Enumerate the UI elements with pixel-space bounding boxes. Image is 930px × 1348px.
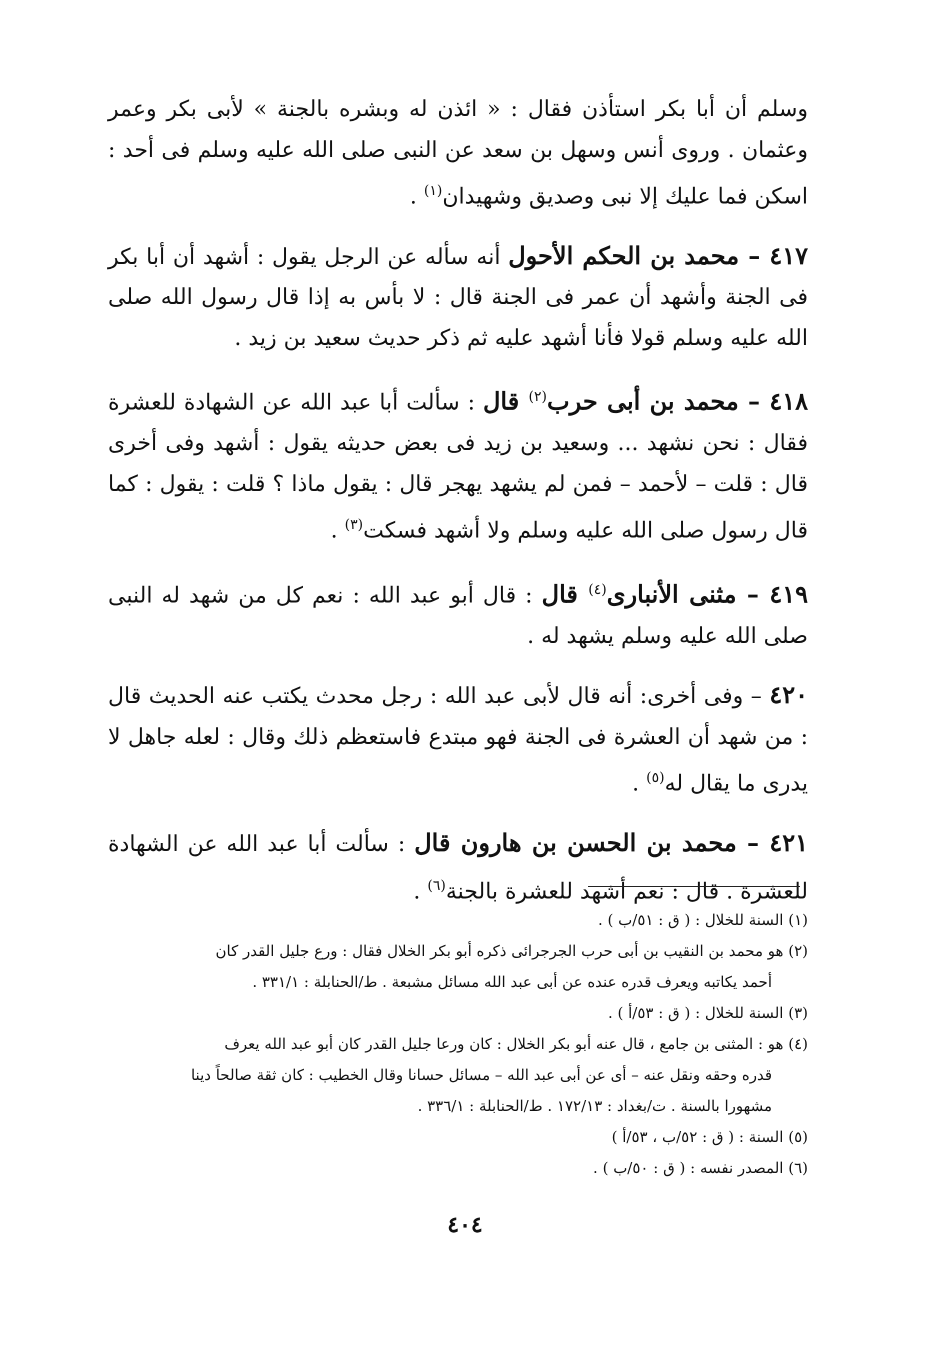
footnote-marker: (٥) [646,770,665,787]
narrator-name: محمد بن أبى حرب [546,386,739,416]
entry-text: أنه سأله عن الرجل يقول : أشهد أن أبا بكر فى الجنة وأشهد أن عمر فى الجنة قال : لا بأس به إذا قال رسول الله صلى الله عليه وسلم قولا فأنا أشهد عليه ثم ذكر حديث سعيد بن زيد . [108,244,808,351]
footnote-marker: (٣) [788,1004,808,1022]
footnote-marker: (٣) [344,517,364,534]
footnote-marker: (٢) [788,942,808,960]
narrator-name: محمد بن الحسن بن هارون قال [414,828,737,858]
narrator-name: محمد بن الحكم الأحول [508,240,740,270]
footnote-divider [588,886,800,887]
page-number: ٤٠٤ [447,1212,483,1238]
entry-number: ٤٢١ [769,828,809,858]
footnote-marker: (٥) [788,1128,808,1146]
footnotes [108,905,808,1184]
footnote-marker: (٤) [588,581,607,598]
footnote-4-continuation [108,1060,808,1091]
entry-text: : سألت أبا عبد الله عن الشهادة للعشرة فقال : نحن نشهد ... وسعيد بن زيد فى بعض حديثه يقول : أشهد وفى أخرى قال : قلت – لأحمد – فمن لم يشهد يهجر قال : يقول ماذا ؟ قلت : يقول : كما قال رسول صلى الله عليه وسلم ولا أشهد فسكت [108,390,808,544]
entry-420: ٤٢٠ – وفى أخرى: أنه قال لأبى عبد الله : رجل محدث يكتب عنه الحديث قال : من شهد أن العشرة فى الجنة فهو مبتدع فاستعظم ذلك وقال : لعله جاهل لا يدرى ما يقال له$^{(٥)}$ . [108,680,808,797]
footnote-text: مشهورا بالسنة . ت/بغداد : ١٧٢/١٣ . ط/الحنابلة : ٣٣٦/١ . [417,1097,772,1115]
footnote-text: أحمد يكاتبه ويعرف قدره عنده عن أبى عبد الله مسائل مشبعة . ط/الحنابلة : ٣٣١/١ . [252,973,772,991]
footnote-text: المصدر نفسه : ( ق : ٥٠/ب ) . [593,1159,784,1177]
footnote-text: قدره وحقه ونقل عنه – أى عن أبى عبد الله – مسائل حسانا وقال الخطيب : كان ثقة صالحاً دينا [190,1066,772,1084]
opening-paragraph: وسلم أن أبا بكر استأذن فقال : « ائذن له وبشره بالجنة » لأبى بكر وعمر وعثمان . وروى أنس وسهل بن سعد عن النبى صلى الله عليه وسلم فى أحد : اسكن فما عليك إلا نبى وصديق وشهيدان$^{(١)}$ . [108,97,808,210]
footnote-text: السنة للخلال : ( ق : ٥٣/أ ) . [607,1004,784,1022]
footnote-5 [108,1122,808,1153]
footnote-2-continuation [108,967,808,998]
entry-number: ٤٢٠ [769,680,808,710]
footnote-text: هو محمد بن النقيب بن أبى حرب الجرجرائى ذكره أبو بكر الخلال فقال : ورع جليل القدر كان [215,942,784,960]
footnote-text: هو : المثنى بن جامع ، قال عنه أبو بكر الخلال : كان ورعا جليل القدر كان أبو عبد الله يعرف [224,1035,784,1053]
entry-418: ٤١٨ – محمد بن أبى حرب$^{(٢)}$ قال : سألت أبا عبد الله عن الشهادة للعشرة فقال : نحن نشهد ... وسعيد بن زيد فى بعض حديثه يقول : أشهد وفى أخرى قال : قلت – لأحمد – فمن لم يشهد يهجر قال : يقول ماذا ؟ قلت : يقول : كما قال رسول صلى الله عليه وسلم ولا أشهد فسكت$^{(٣)}$ . [108,386,809,544]
entry-number: ٤١٧ [769,240,808,270]
footnote-6 [108,1153,808,1184]
footnote-text: السنة للخلال : ( ق : ٥١/ب ) . [598,911,784,929]
footnote-4-continuation [108,1091,808,1122]
footnote-marker: (١) [788,911,808,929]
footnote-3 [108,998,808,1029]
footnote-marker: (٦) [427,877,446,894]
entry-419: ٤١٩ – مثنى الأنبارى$^{(٤)}$ قال : قال أبو عبد الله : نعم كل من شهد له النبى صلى الله عليه وسلم يشهد له . [108,579,808,649]
entry-text: : سألت أبا عبد الله عن الشهادة للعشرة . قال : نعم أشهد للعشرة بالجنة [108,832,808,904]
entry-text: : قال أبو عبد الله : نعم كل من شهد له النبى صلى الله عليه وسلم يشهد له . [108,583,808,649]
footnote-2 [108,936,808,967]
footnote-4 [108,1029,808,1060]
footnote-text: السنة : ( ق : ٥٢/ب ، ٥٣/أ ) [611,1128,784,1146]
footnote-marker: (٢) [528,389,547,406]
footnote-marker: (٦) [788,1159,808,1177]
narrator-name: مثنى الأنبارى [606,579,737,609]
footnote-marker: (٤) [788,1035,808,1053]
paragraph-text: وسلم أن أبا بكر استأذن فقال : « ائذن له وبشره بالجنة » لأبى بكر وعمر وعثمان . وروى أنس وسهل بن سعد عن النبى صلى الله عليه وسلم فى أحد : اسكن فما عليك إلا نبى وصديق وشهيدان [108,97,808,210]
entry-text: – وفى أخرى: أنه قال لأبى عبد الله : رجل محدث يكتب عنه الحديث قال : من شهد أن العشرة فى الجنة فهو مبتدع فاستعظم ذلك وقال : لعله جاهل لا يدرى ما يقال له [108,684,808,797]
entry-421: ٤٢١ – محمد بن الحسن بن هارون قال : سألت أبا عبد الله عن الشهادة للعشرة . قال : نعم أشهد للعشرة بالجنة$^{(٦)}$ . [108,828,809,904]
entry-number: ٤١٩ [769,579,808,609]
entry-number: ٤١٨ [769,386,809,416]
footnote-marker: (١) [423,183,443,199]
footnote-1 [108,905,808,936]
entry-417: ٤١٧ – محمد بن الحكم الأحول أنه سأله عن الرجل يقول : أشهد أن أبا بكر فى الجنة وأشهد أن عمر فى الجنة قال : لا بأس به إذا قال رسول الله صلى الله عليه وسلم قولا فأنا أشهد عليه ثم ذكر حديث سعيد بن زيد . [108,240,808,351]
main-text [108,90,808,912]
